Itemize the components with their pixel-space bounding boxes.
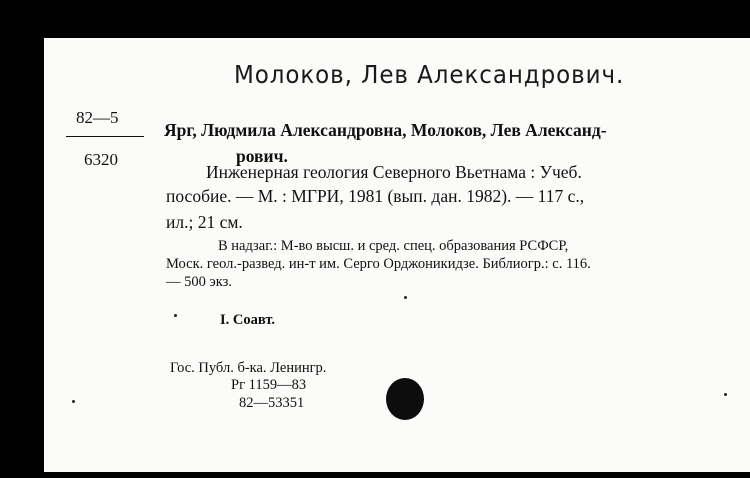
shelfmark-divider [66, 136, 144, 137]
ink-speck [72, 400, 75, 403]
ink-speck [174, 314, 177, 317]
ink-stamp-blot [386, 378, 424, 420]
library-line2: Рг 1159—83 [231, 377, 307, 393]
catalog-card [44, 38, 750, 472]
author-heading-line1: Ярг, Людмила Александровна, Молоков, Лев Александ- [164, 120, 607, 140]
library-line3: 82—53351 [239, 395, 305, 411]
ink-speck [404, 296, 407, 299]
note-line1: В надзаг.: М-во высш. и сред. спец. образования РСФСР, [218, 238, 569, 254]
title-line3: ил.; 21 см. [166, 212, 243, 232]
handwritten-annotation: Молоков, Лев Александрович. [234, 60, 625, 89]
library-line1: Гос. Публ. б-ка. Ленингр. [170, 360, 327, 376]
author-heading-line2: рович. [236, 146, 288, 166]
title-line2: пособие. — М. : МГРИ, 1981 (вып. дан. 1982). — 117 с., [166, 186, 585, 206]
coauthor-heading: I. Соавт. [220, 312, 275, 328]
shelfmark-bottom: 6320 [84, 150, 118, 169]
ink-speck [724, 393, 727, 396]
shelfmark-top: 82—5 [76, 108, 119, 127]
note-line3: — 500 экз. [166, 274, 232, 290]
note-line2: Моск. геол.-развед. ин-т им. Серго Орджоникидзе. Библиогр.: с. 116. [166, 256, 591, 272]
title-line1: Инженерная геология Северного Вьетнама : Учеб. [206, 162, 582, 182]
